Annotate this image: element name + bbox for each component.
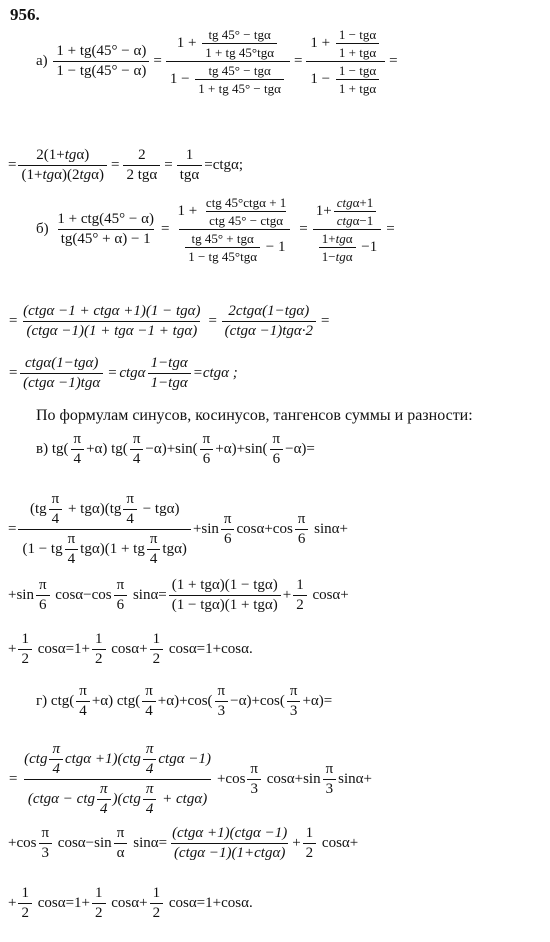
formula-v-line1: в) tg( $\frac{\pi}{4}$ +α) tg( $\frac{\pi}{4}$ −α)+sin( $\frac{\pi}{6}$ +α)+sin( $\frac{\pi}{6}$ −α)= [36, 431, 315, 467]
formula-g-line3: +cos $\frac{\pi}{3}$ cosα−sin $\frac{\pi}{\alpha}$ sinα= $\frac{\text{(ctgα +1)(ctgα −1)}}{\text{(ctgα −1)(1+ctgα)}}$ + $\frac{1}{2}$ cosα+ [8, 825, 359, 861]
formula-a-line2: = $\frac{\text{2(1+tgα)}}{\text{(1+tgα)(2tgα)}}$ = $\frac{2}{\text{2 tgα}}$ = $\frac{1}{\text{tgα}}$ =ctgα; [8, 147, 244, 183]
formula-v-line4: + $\frac{1}{2}$ cosα=1+ $\frac{1}{2}$ cosα+ $\frac{1}{2}$ cosα=1+cosα. [8, 631, 253, 667]
formula-g-line2: = (ctg $\frac{\pi}{4}$ ctgα +1)(ctg $\frac{\pi}{4}$ ctgα −1) (ctgα − ctg $\frac{\pi}{4}$ )(ctg $\frac{\pi}{4}$ + ctgα) +cos $\frac{\pi}{3}$ cosα+sin $\frac{\pi}{3}$ sinα+ [8, 741, 372, 817]
formula-b-line2: = $\frac{\text{(ctgα −1 + ctgα +1)(1 − tgα)}}{\text{(ctgα −1)(1 + tgα −1 + tgα)}}$ = $\frac{\text{2ctgα(1−tgα)}}{\text{(ctgα −1)tgα·2}}$ = [8, 303, 331, 339]
section-label-b: б) [36, 220, 49, 237]
formula-b-line3: = $\frac{\text{ctgα(1−tgα)}}{\text{(ctgα −1)tgα}}$ = ctgα $\frac{\text{1−tgα}}{\text{1−tgα}}$ =ctgα ; [8, 355, 238, 391]
formula-g-line1: г) ctg( $\frac{\pi}{4}$ +α) ctg( $\frac{\pi}{4}$ +α)+cos( $\frac{\pi}{3}$ −α)+cos( $\frac{\pi}{3}$ +α)= [36, 683, 333, 719]
formula-a-line1: а) $\frac{1 + tg(45^\circ - \alpha)}{1 - tg(45^\circ - \alpha)}$ = 1 + $\frac{\text{tg 45° − tgα}}{\text{1 + tg 45°tgα}}$ 1 − $\frac{\text{tg 45° − tgα}}{\text{1 + tg 45° − tgα}}$ = 1 + $\frac{\text{1 − tgα}}{\text{1 + tgα}}$ 1 − $\frac{\text{1 − tgα}}{\text{1 + tgα}}$ = [36, 27, 398, 96]
text-formulas-intro: По формулам синусов, косинусов, тангенсов суммы и разности: [36, 407, 473, 424]
section-label-v: в) [36, 440, 49, 457]
section-label-g: г) [36, 692, 48, 709]
section-label-a: а) [36, 52, 48, 69]
formula-v-line3: +sin $\frac{\pi}{6}$ cosα−cos $\frac{\pi}{6}$ sinα= $\frac{\text{(1 + tgα)(1 − tgα)}}{\text{(1 − tgα)(1 + tgα)}}$ + $\frac{1}{2}$ cosα+ [8, 577, 349, 613]
formula-g-line4: + $\frac{1}{2}$ cosα=1+ $\frac{1}{2}$ cosα+ $\frac{1}{2}$ cosα=1+cosα. [8, 885, 253, 921]
problem-number: 956. [10, 5, 40, 24]
formula-v-line2: = (tg $\frac{\pi}{4}$ + tgα)(tg $\frac{\pi}{4}$ − tgα) (1 − tg $\frac{\pi}{4}$ tgα)(1 + tg $\frac{\pi}{4}$ tgα) +sin $\frac{\pi}{6}$ cosα+cos $\frac{\pi}{6}$ sinα+ [8, 491, 348, 567]
formula-b-line1: б) $\frac{\text{1 + ctg(45° − α)}}{tg(45^\circ + \alpha) - 1}$ = 1 + $\frac{\text{ctg 45°ctgα + 1}}{\text{ctg 45° − ctgα}}$ $\frac{\text{tg 45° + tgα}}{\text{1 − tg 45°tgα}}$ − 1 = 1+ $\frac{\text{ctgα+1}}{\text{ctgα−1}}$ $\frac{\text{1+tgα}}{\text{1−tgα}}$ −1 = [36, 195, 395, 264]
